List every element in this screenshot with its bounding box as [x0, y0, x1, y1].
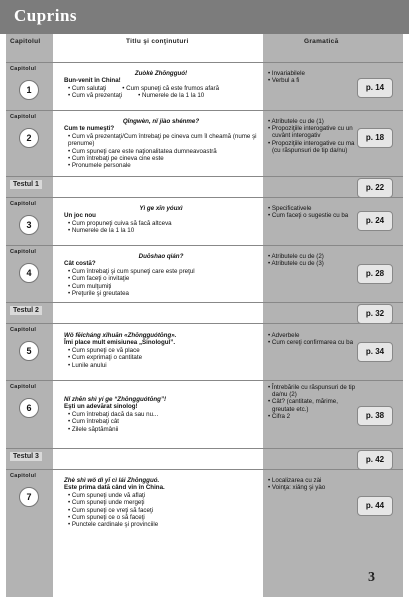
- list-item: • Lunile anului: [68, 361, 107, 369]
- list-item: • Cum spuneţi unde mergeţi: [68, 499, 145, 507]
- chapter-cn-title: Zhè shì wǒ dì yī cì lái Zhōngguó.: [64, 477, 160, 484]
- chapter-title: Este prima dată când vin în China.: [64, 484, 165, 492]
- list-item: • Cum vă prezentaţi/Cum întrebaţi pe cineva cum îl cheamă (nume şi prenume): [68, 132, 257, 148]
- list-item: • Cum întrebaţi şi cum spuneţi care este preţul: [68, 267, 195, 275]
- chapter-3-content: [64, 205, 258, 235]
- list-item: • Cum spuneţi unde vă aflaţi: [68, 491, 146, 499]
- list-item: • Cum întrebaţi dacă da sau nu...: [68, 410, 159, 418]
- list-item: • Numerele de la 1 la 10: [68, 227, 135, 235]
- grammar-item: • Verbul a fi: [268, 77, 300, 85]
- chapter-title: Cum te numeşti?: [64, 125, 115, 133]
- row-separator: [6, 323, 403, 324]
- list-item: • Numerele de la 1 la 10: [138, 92, 205, 100]
- grammar-item: • Întrebările cu răspunsuri de tip da/nu (2): [268, 384, 356, 399]
- header-bar: [0, 0, 409, 34]
- page-ref[interactable]: p. 32: [357, 304, 393, 324]
- chapter-label: Capitolul: [10, 473, 37, 479]
- page-ref[interactable]: p. 28: [357, 264, 393, 284]
- row-separator: [6, 469, 403, 470]
- list-item: • Zilele săptămânii: [68, 425, 119, 433]
- list-item: • Cum propuneţi cuiva să facă altceva: [68, 219, 172, 227]
- test-label: Testul 3: [10, 452, 42, 461]
- grammar-item: • Cum cereţi confirmarea cu ba: [268, 339, 354, 347]
- list-item: • Cum vă prezentaţi: [68, 92, 123, 100]
- chapter-label: Capitolul: [10, 384, 37, 390]
- col-head-left: Capitolul: [10, 38, 41, 45]
- chapter-title: Bun-venit în China!: [64, 77, 121, 85]
- grammar-item: • Cât? (cantitate, mărime, greutate etc.): [268, 398, 338, 413]
- page-ref[interactable]: p. 44: [357, 496, 393, 516]
- toc-table: [6, 34, 403, 597]
- chapter-label: Capitolul: [10, 327, 37, 333]
- row-separator: [6, 448, 403, 449]
- grammar-item: • Atributele cu de (2): [268, 253, 324, 260]
- list-item: • Cum exprimaţi o cantitate: [68, 354, 143, 362]
- chapter-4-content: [64, 253, 258, 297]
- grammar-item: • Adverbele: [268, 332, 300, 339]
- chapter-1-grammar: [268, 70, 358, 84]
- row-separator: [6, 110, 403, 111]
- grammar-item: • Cifra 2: [268, 412, 291, 420]
- chapter-cn-title: Zuòkè Zhōngguó!: [134, 70, 188, 77]
- grammar-item: • Voinţa: xiǎng şi yào: [268, 484, 326, 492]
- chapter-number: 6: [19, 398, 39, 418]
- list-item: • Cum întrebaţi pe cineva cine este: [68, 155, 164, 163]
- chapter-2-content: [64, 118, 258, 170]
- list-item: • Cum spuneţi că este frumos afară: [122, 84, 220, 92]
- chapter-number: 5: [19, 341, 39, 361]
- chapter-number: 7: [19, 487, 39, 507]
- chapter-4-grammar: [268, 253, 358, 267]
- list-item: • Cum faceţi o invitaţie: [68, 275, 130, 283]
- row-separator: [6, 62, 403, 63]
- grammar-item: • Atributele cu de (3): [268, 260, 324, 268]
- grammar-item: • Atributele cu de (1): [268, 118, 324, 125]
- chapter-6-content: [64, 396, 258, 433]
- list-item: • Pronumele personale: [68, 162, 131, 170]
- chapter-cn-title: Qǐngwèn, nǐ jiào shénme?: [122, 118, 200, 125]
- chapter-title: Eşti un adevărat sinolog!: [64, 403, 138, 411]
- page-title: Cuprins: [14, 6, 78, 25]
- chapter-title: Îmi place mult emisiunea „Sinologul”.: [64, 339, 176, 347]
- grammar-item: • Propoziţiile interogative cu ma (cu răspunsuri de tip da/nu): [268, 139, 355, 154]
- chapter-cn-title: Yì ge xīn yóuxì: [139, 205, 183, 212]
- row-separator: [6, 245, 403, 246]
- chapter-label: Capitolul: [10, 249, 37, 255]
- list-item: • Cum salutaţi: [68, 84, 107, 92]
- chapter-label: Capitolul: [10, 66, 37, 72]
- list-item: • Cum spuneţi ce vreţi să faceţi: [68, 506, 154, 514]
- chapter-cn-title: Wǒ fēicháng xǐhuān «Zhōngguótōng».: [64, 332, 177, 339]
- list-item: • Cum spuneţi ce vă place: [68, 346, 140, 354]
- chapter-7-content: [64, 477, 258, 529]
- chapter-label: Capitolul: [10, 201, 37, 207]
- page-ref[interactable]: p. 38: [357, 406, 393, 426]
- list-item: • Cum mulţumiţi: [68, 282, 112, 290]
- chapter-number: 4: [19, 263, 39, 283]
- page-ref[interactable]: p. 14: [357, 78, 393, 98]
- chapter-5-grammar: [268, 332, 358, 346]
- chapter-1-content: [64, 70, 258, 100]
- col-head-right: Gramatică: [304, 38, 339, 45]
- grammar-item: • Cum faceţi o sugestie cu ba: [268, 212, 349, 220]
- test-label: Testul 2: [10, 306, 42, 315]
- row-separator: [6, 176, 403, 177]
- chapter-cn-title: Duōshao qián?: [138, 253, 184, 260]
- chapter-cn-title: Nǐ zhēn shì yí ge “Zhōngguótōng”!: [64, 396, 167, 403]
- list-item: • Preţurile şi greutatea: [68, 290, 129, 298]
- col-head-middle: Titlu şi conţinuturi: [126, 38, 189, 45]
- page-number: 3: [368, 570, 375, 585]
- test-label: Testul 1: [10, 180, 42, 189]
- page-ref[interactable]: p. 34: [357, 342, 393, 362]
- chapter-2-grammar: [268, 118, 358, 154]
- chapter-6-grammar: [268, 384, 358, 420]
- chapter-7-grammar: [268, 477, 358, 491]
- list-item: • Cum spuneţi ce o să faceţi: [68, 514, 145, 522]
- chapter-number: 3: [19, 215, 39, 235]
- page-ref[interactable]: p. 24: [357, 211, 393, 231]
- list-item: • Punctele cardinale şi provinciile: [68, 521, 159, 529]
- list-item: • Cum întrebaţi cât: [68, 418, 119, 426]
- page-ref[interactable]: p. 22: [357, 178, 393, 198]
- chapter-number: 1: [19, 80, 39, 100]
- chapter-3-grammar: [268, 205, 358, 219]
- grammar-item: • Invariabilele: [268, 70, 305, 77]
- page-ref[interactable]: p. 42: [357, 450, 393, 470]
- chapter-title: Cât costă?: [64, 260, 96, 268]
- grammar-item: • Propoziţiile interogative cu un cuvânt interogativ: [268, 125, 353, 140]
- chapter-5-content: [64, 332, 258, 369]
- chapter-number: 2: [19, 128, 39, 148]
- chapter-title: Un joc nou: [64, 212, 96, 220]
- list-item: • Cum spuneţi care este naţionalitatea dumneavoastră: [68, 147, 217, 155]
- row-separator: [6, 302, 403, 303]
- grammar-item: • Localizarea cu zài: [268, 477, 322, 484]
- row-separator: [6, 197, 403, 198]
- grammar-item: • Specificativele: [268, 205, 312, 212]
- page-ref[interactable]: p. 18: [357, 128, 393, 148]
- chapter-label: Capitolul: [10, 114, 37, 120]
- row-separator: [6, 380, 403, 381]
